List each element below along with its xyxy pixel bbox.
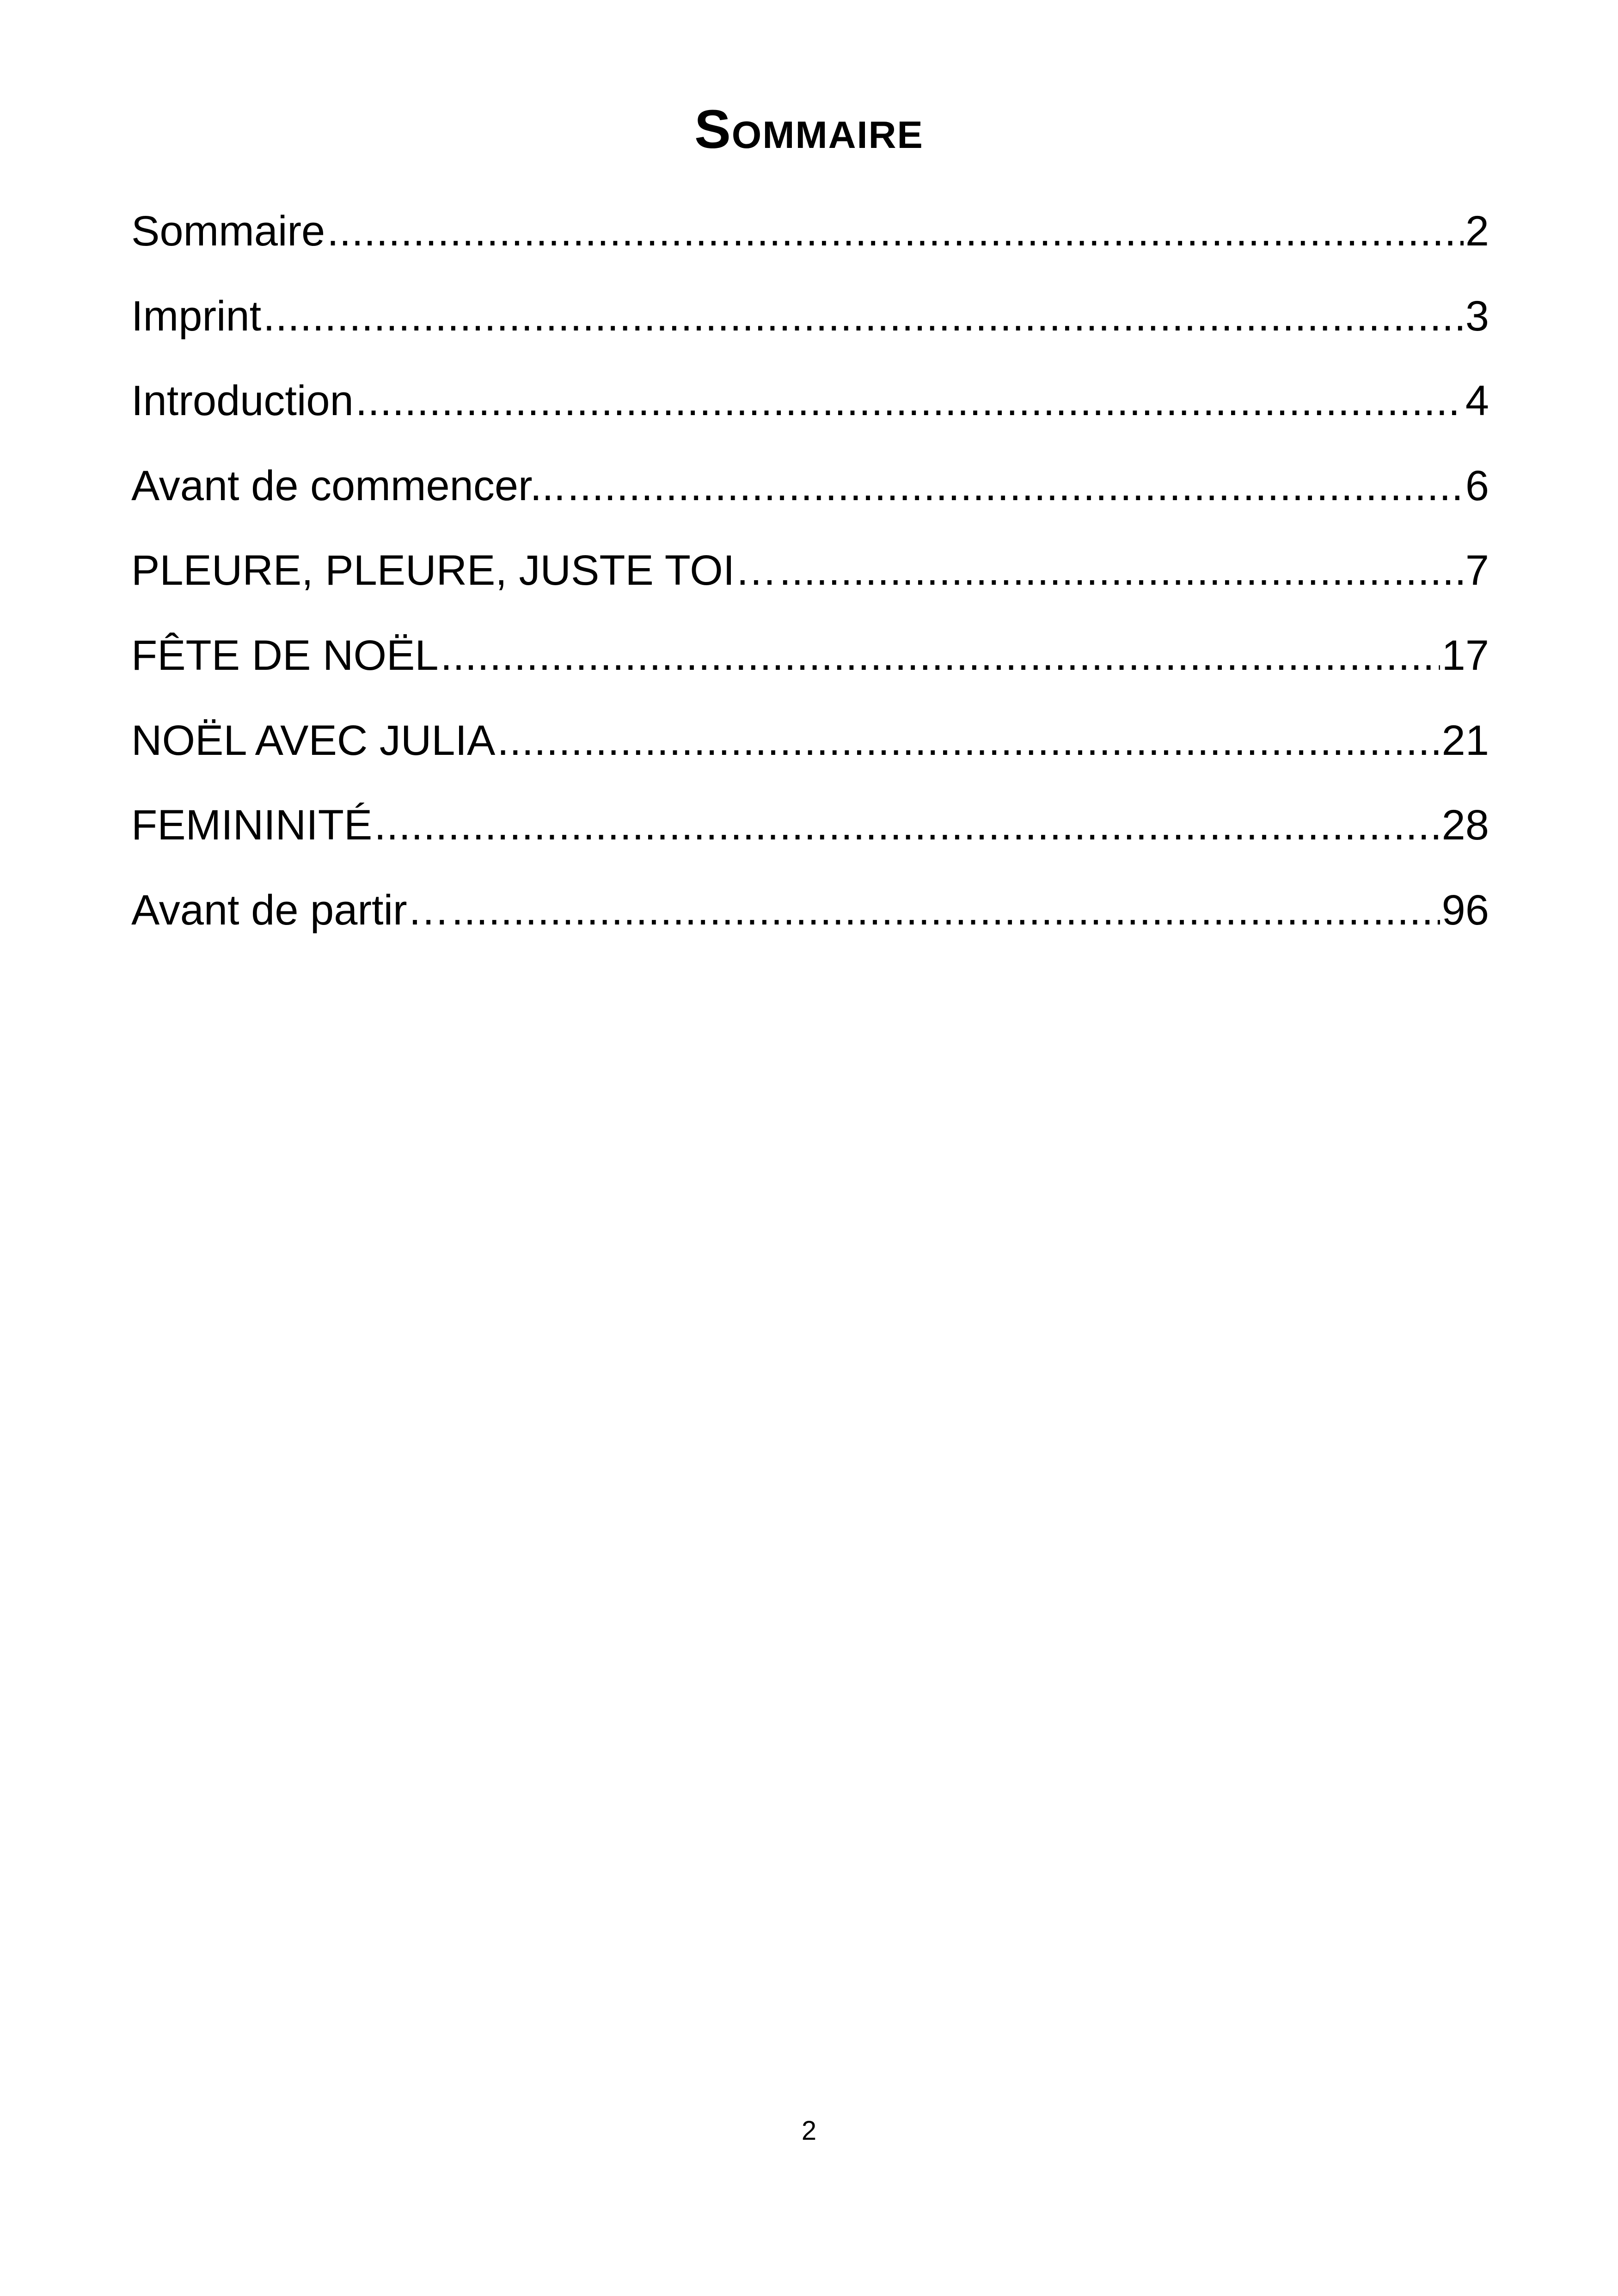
toc-entry-label: Avant de commencer... <box>131 462 566 509</box>
toc-entry-page: 2 <box>1465 208 1489 255</box>
toc-entry-page: 7 <box>1465 547 1489 594</box>
toc-entry-page: 3 <box>1465 292 1489 340</box>
table-of-contents <box>131 199 1489 962</box>
toc-entry-fete-de-noel[interactable] <box>131 623 1489 708</box>
toc-entry-sommaire[interactable] <box>131 199 1489 284</box>
toc-dot-leader <box>441 623 1440 688</box>
toc-entry-page: 6 <box>1465 462 1489 509</box>
page-number: 2 <box>801 2116 817 2146</box>
toc-dot-leader <box>452 878 1440 943</box>
toc-dot-leader <box>779 538 1463 603</box>
toc-entry-label: FÊTE DE NOËL <box>131 631 439 679</box>
toc-dot-leader <box>355 368 1464 433</box>
toc-entry-femininite[interactable] <box>131 793 1489 878</box>
toc-dot-leader <box>374 793 1440 857</box>
toc-entry-label: PLEURE, PLEURE, JUSTE TOI… <box>131 547 778 594</box>
toc-entry-label: Introduction <box>131 377 354 425</box>
toc-dot-leader <box>497 708 1440 773</box>
toc-entry-page: 28 <box>1441 802 1489 849</box>
toc-entry-page: 4 <box>1465 377 1489 425</box>
toc-entry-label: Avant de partir… <box>131 886 450 934</box>
toc-entry-pleure-pleure-juste-toi[interactable] <box>131 538 1489 623</box>
toc-dot-leader <box>567 453 1464 518</box>
toc-entry-label: Imprint <box>131 292 262 340</box>
toc-entry-label: FEMININITÉ <box>131 802 373 849</box>
page-title: Sommaire <box>694 99 924 160</box>
toc-entry-page: 21 <box>1441 716 1489 764</box>
toc-entry-label: Sommaire <box>131 208 325 255</box>
toc-entry-imprint[interactable] <box>131 284 1489 369</box>
toc-entry-label: NOËL AVEC JULIA <box>131 716 496 764</box>
toc-dot-leader <box>263 284 1464 349</box>
toc-entry-avant-de-commencer[interactable] <box>131 453 1489 539</box>
toc-entry-avant-de-partir[interactable] <box>131 878 1489 963</box>
toc-entry-introduction[interactable] <box>131 368 1489 453</box>
toc-entry-page: 17 <box>1441 631 1489 679</box>
toc-dot-leader <box>327 199 1464 263</box>
toc-entry-noel-avec-julia[interactable] <box>131 708 1489 793</box>
toc-entry-page: 96 <box>1441 886 1489 934</box>
